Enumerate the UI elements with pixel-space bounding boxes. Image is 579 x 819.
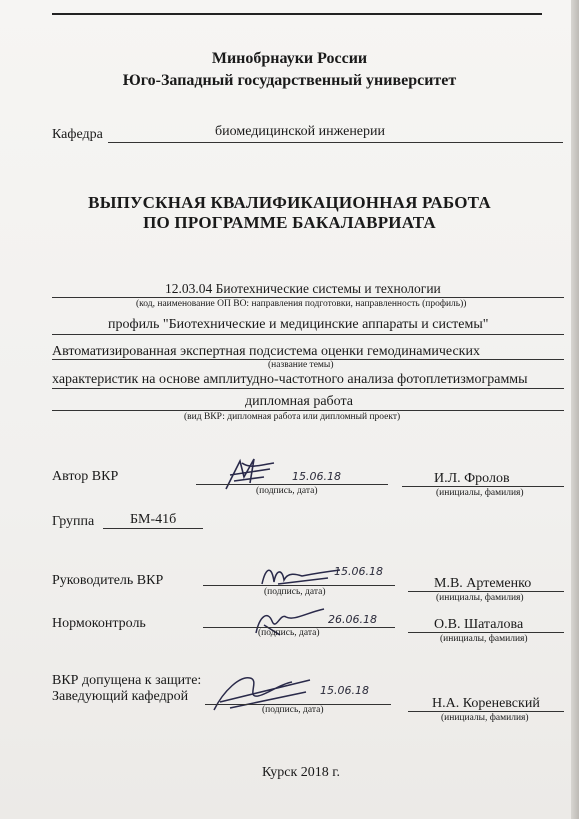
department-label: Кафедра (52, 127, 103, 142)
admission-label: ВКР допущена к защите: (52, 673, 202, 688)
university-name: Юго-Западный государственный университет (122, 72, 457, 89)
head-sign-caption: (подпись, дата) (262, 705, 324, 715)
supervisor-date: 15.06.18 (334, 565, 383, 578)
ministry-name: Минобрнауки России (211, 50, 368, 67)
supervisor-name-line (408, 591, 564, 592)
work-title-line2: ПО ПРОГРАММЕ БАКАЛАВРИАТА (143, 213, 436, 232)
group-underline (103, 528, 203, 529)
profile-underline (52, 334, 564, 335)
normcontrol-name: О.В. Шаталова (434, 617, 524, 632)
department-value: биомедицинской инженерии (215, 124, 386, 139)
head-name-line (408, 711, 564, 712)
program-caption: (код, наименование ОП ВО: направления подготовки, направленность (профиль)) (136, 299, 467, 309)
author-date: 15.06.18 (292, 470, 341, 483)
group-value: БМ-41б (130, 512, 177, 527)
topic-underline2 (52, 388, 564, 389)
program-profile: профиль "Биотехнические и медицинские аппараты и системы" (108, 317, 489, 332)
head-name: Н.А. Кореневский (432, 696, 540, 711)
program-underline (52, 297, 564, 298)
head-name-caption: (инициалы, фамилия) (441, 713, 529, 723)
normcontrol-name-line (408, 632, 564, 633)
normcontrol-date: 26.06.18 (328, 613, 377, 626)
author-name: И.Л. Фролов (434, 471, 510, 486)
supervisor-name-caption: (инициалы, фамилия) (436, 593, 524, 603)
topic-line2: характеристик на основе амплитудно-частотного анализа фотоплетизмограммы (52, 372, 528, 387)
group-label: Группа (52, 514, 95, 529)
supervisor-name: М.В. Артеменко (434, 576, 532, 591)
department-underline (108, 142, 563, 143)
author-name-line (402, 486, 564, 487)
author-name-caption: (инициалы, фамилия) (436, 488, 524, 498)
top-rule (52, 13, 542, 15)
supervisor-sign-line (203, 585, 395, 586)
work-title-line1: ВЫПУСКНАЯ КВАЛИФИКАЦИОННАЯ РАБОТА (88, 193, 491, 212)
head-date: 15.06.18 (320, 684, 369, 697)
normcontrol-name-caption: (инициалы, фамилия) (440, 634, 528, 644)
author-label: Автор ВКР (52, 469, 119, 484)
author-sign-line (196, 484, 388, 485)
topic-line1: Автоматизированная экспертная подсистема оценки гемодинамических (52, 344, 480, 359)
author-sign-caption: (подпись, дата) (256, 486, 318, 496)
normcontrol-label: Нормоконтроль (52, 616, 146, 631)
topic-caption: (название темы) (268, 360, 334, 370)
normcontrol-sign-caption: (подпись, дата) (258, 628, 320, 638)
program-code: 12.03.04 Биотехнические системы и технологии (165, 281, 441, 296)
head-of-department-label: Заведующий кафедрой (52, 689, 189, 704)
supervisor-label: Руководитель ВКР (52, 573, 164, 588)
work-type-value: дипломная работа (245, 394, 353, 409)
city-year: Курск 2018 г. (262, 765, 340, 780)
work-type-caption: (вид ВКР: дипломная работа или дипломный проект) (184, 412, 401, 422)
page-edge-shadow (571, 0, 579, 819)
work-type-underline (52, 410, 564, 411)
supervisor-sign-caption: (подпись, дата) (264, 587, 326, 597)
